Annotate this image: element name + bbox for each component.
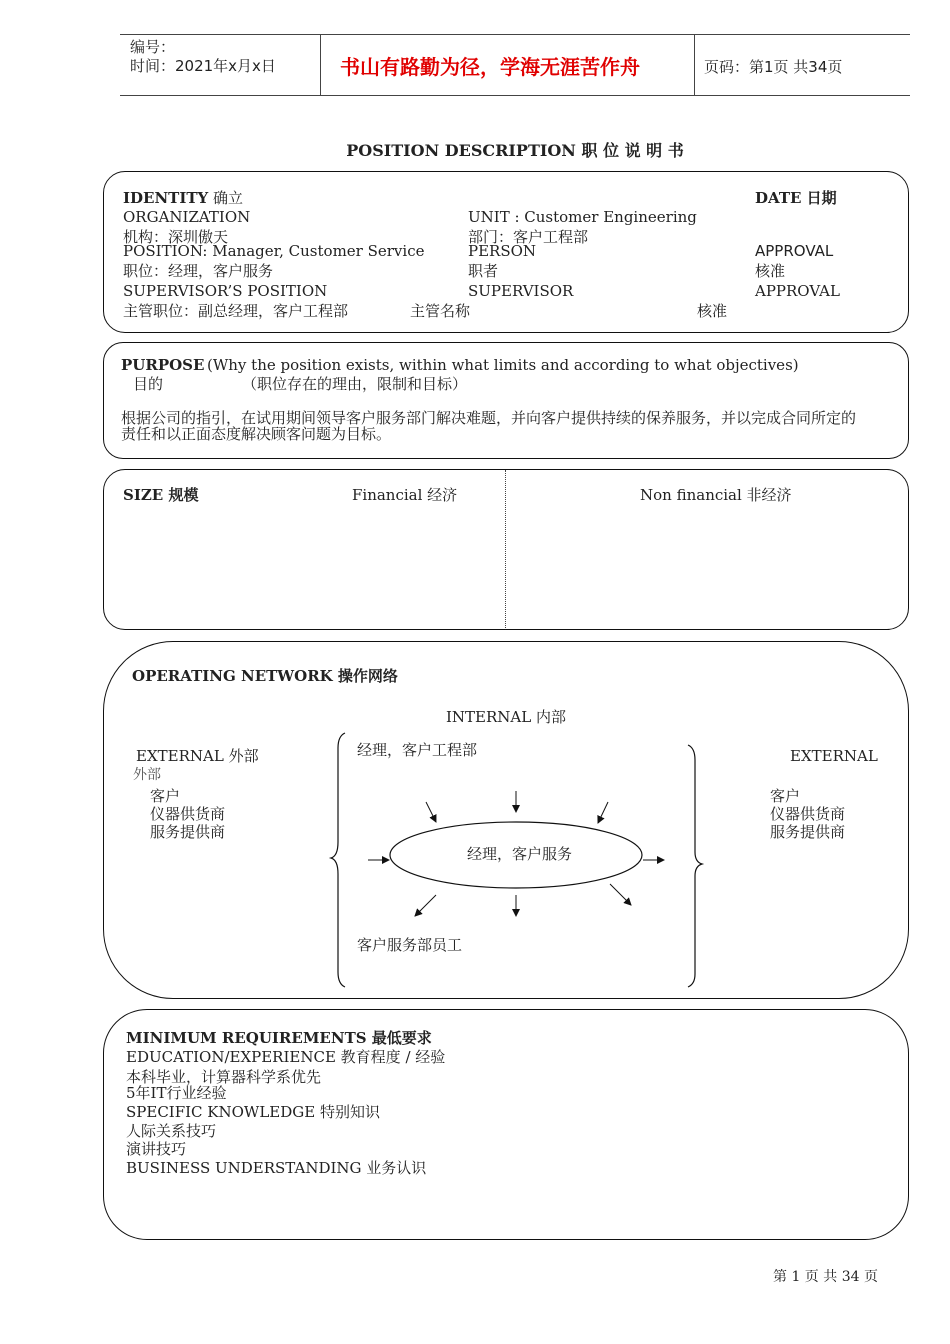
requirement-line: 本科毕业，计算器科学系优先 (126, 1068, 322, 1086)
external-left-cn: 外部 (133, 767, 161, 783)
header-page-info: 页码：第1页 共34页 (704, 58, 843, 76)
purpose-heading-cn: 目的 (133, 375, 164, 393)
supervisor-position-label: SUPERVISOR’S POSITION (123, 282, 328, 300)
purpose-subtitle-cn: （职位存在的理由，限制和目标） (242, 375, 468, 393)
organization-label: ORGANIZATION (123, 208, 251, 226)
header-number-label: 编号： (130, 38, 176, 56)
position-label: POSITION: Manager, Customer Service (123, 242, 425, 260)
network-internal-label: INTERNAL 内部 (446, 708, 566, 726)
header-motto: 书山有路勤为径，学海无涯苦作舟 (340, 55, 640, 79)
organization-cn: 机构：深圳傲天 (123, 228, 229, 246)
external-right-item: 服务提供商 (770, 823, 846, 841)
approval2-label: APPROVAL (755, 282, 840, 300)
external-right-item: 仪器供货商 (770, 805, 846, 823)
right-brace (688, 745, 702, 987)
arrow-in (426, 802, 436, 822)
arrow-out (610, 884, 631, 905)
network-heading: OPERATING NETWORK 操作网络 (132, 667, 398, 685)
arrow-in (598, 802, 608, 823)
size-heading: SIZE 规模 (123, 486, 199, 504)
external-left-item: 仪器供货商 (150, 805, 226, 823)
requirement-line: 演讲技巧 (126, 1140, 187, 1158)
center-node-label: 经理，客户服务 (467, 845, 573, 863)
approval-label: APPROVAL (755, 242, 834, 260)
external-right-label: EXTERNAL (790, 747, 878, 765)
identity-heading: IDENTITY (123, 189, 209, 207)
purpose-heading: PURPOSE (121, 356, 205, 374)
header-time: 时间：2021年x月x日 (130, 57, 276, 75)
identity-heading-cn: 确立 (213, 189, 244, 207)
approval2-cn: 核准 (697, 302, 728, 320)
supervisor-cn: 主管名称 (410, 302, 471, 320)
requirement-line: SPECIFIC KNOWLEDGE 特别知识 (126, 1103, 380, 1121)
unit-cn: 部门：客户工程部 (468, 228, 589, 246)
position-cn: 职位：经理，客户服务 (123, 262, 274, 280)
page-footer: 第 1 页 共 34 页 (773, 1269, 878, 1285)
page-title: POSITION DESCRIPTION 职 位 说 明 书 (346, 141, 684, 160)
requirement-line: 5年IT行业经验 (126, 1084, 227, 1102)
purpose-subtitle: (Why the position exists, within what limits and according to what objectives) (207, 356, 799, 374)
requirement-line: 人际关系技巧 (126, 1122, 217, 1140)
unit-label: UNIT : Customer Engineering (468, 208, 697, 226)
person-label: PERSON (468, 242, 537, 260)
external-left-label: EXTERNAL 外部 (136, 747, 259, 765)
purpose-body-line1: 根据公司的指引，在试用期间领导客户服务部门解决难题，并向客户提供持续的保养服务，并以完成合同所定的 (121, 409, 857, 427)
internal-bottom-node: 客户服务部员工 (357, 936, 463, 954)
purpose-body-line2: 责任和以正面态度解决顾客问题为目标。 (121, 425, 392, 443)
arrow-out (415, 895, 436, 916)
internal-top-node: 经理，客户工程部 (357, 741, 478, 759)
date-heading: DATE 日期 (755, 189, 837, 207)
supervisor-position-cn: 主管职位：副总经理，客户工程部 (123, 302, 349, 320)
approval-cn: 核准 (755, 262, 786, 280)
person-cn: 职者 (468, 262, 499, 280)
external-right-item: 客户 (770, 787, 801, 805)
external-left-item: 服务提供商 (150, 823, 226, 841)
size-non-financial: Non financial 非经济 (640, 486, 792, 504)
requirement-line: BUSINESS UNDERSTANDING 业务认识 (126, 1159, 427, 1177)
external-left-item: 客户 (150, 787, 181, 805)
requirements-heading: MINIMUM REQUIREMENTS 最低要求 (126, 1029, 432, 1047)
requirement-line: EDUCATION/EXPERIENCE 教育程度 / 经验 (126, 1048, 446, 1066)
size-financial: Financial 经济 (352, 486, 458, 504)
left-brace (331, 733, 345, 987)
supervisor-label: SUPERVISOR (468, 282, 574, 300)
